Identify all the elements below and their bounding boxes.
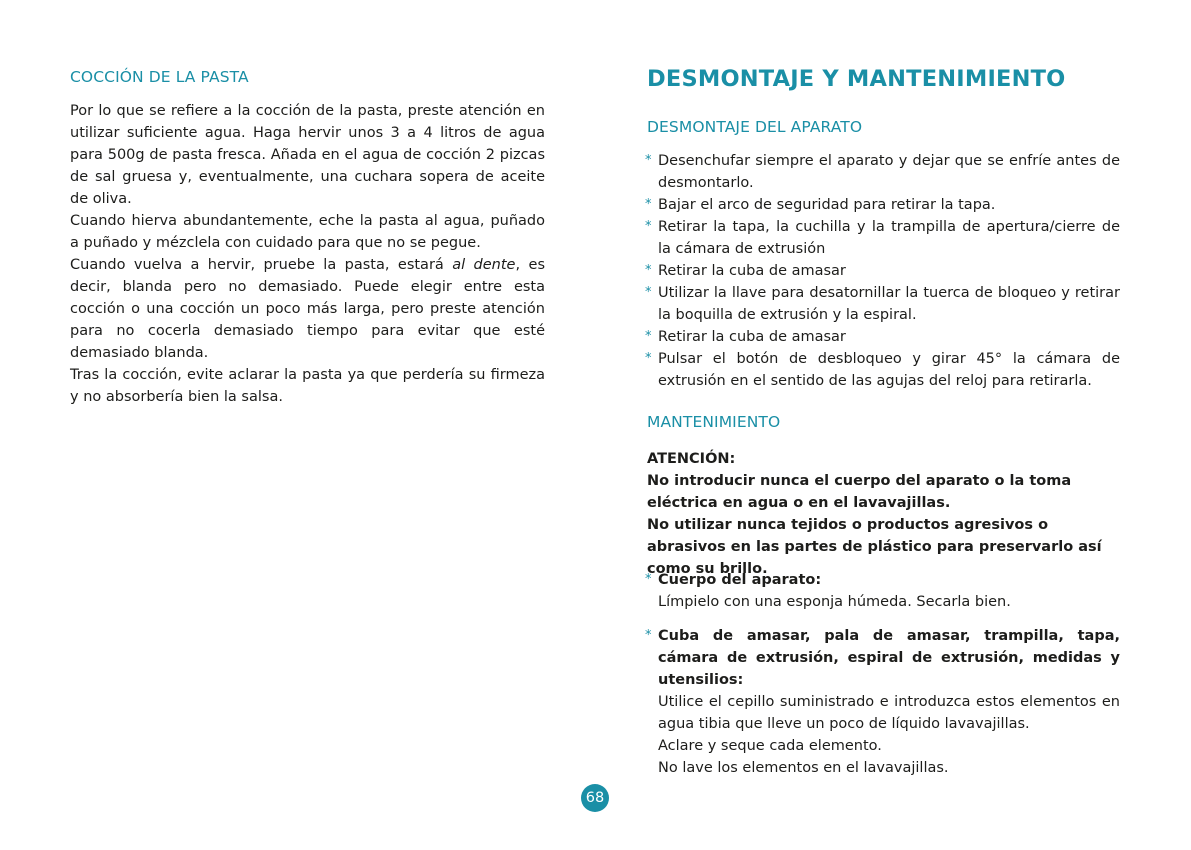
list-item: * Retirar la cuba de amasar <box>647 326 1120 348</box>
item-text: No lave los elementos en el lavavajillas. <box>658 760 949 776</box>
page-title: DESMONTAJE Y MANTENIMIENTO <box>647 66 1066 92</box>
asterisk-icon: * <box>645 153 652 168</box>
disassembly-heading: DESMONTAJE DEL APARATO <box>647 118 863 136</box>
warning-text-1: No introducir nunca el cuerpo del aparato o la toma eléctrica en agua o en el lavavajillas. <box>647 473 1072 511</box>
warning-title: ATENCIÓN: <box>647 451 736 467</box>
cooking-paragraph-2: Cuando hierva abundantemente, eche la pasta al agua, puñado a puñado y mézclela con cuidado para que no se pegue. <box>70 213 545 251</box>
page-number: 68 <box>581 784 609 812</box>
asterisk-icon: * <box>645 219 652 234</box>
item-title: Cuba de amasar, pala de amasar, trampilla, tapa, cámara de extrusión, espiral de extrusión, medidas y utensilios: <box>658 628 1120 688</box>
list-item: * Retirar la tapa, la cuchilla y la trampilla de apertura/cierre de la cámara de extrusión <box>647 216 1120 260</box>
asterisk-icon: * <box>645 351 652 366</box>
asterisk-icon: * <box>645 285 652 300</box>
maintenance-heading: MANTENIMIENTO <box>647 413 781 431</box>
item-text: Límpielo con una esponja húmeda. Secarla bien. <box>658 594 1011 610</box>
disassembly-steps <box>647 150 1120 392</box>
item-title: Cuerpo del aparato: <box>658 572 822 588</box>
asterisk-icon: * <box>645 572 652 587</box>
cooking-paragraph-4: Tras la cocción, evite aclarar la pasta ya que perdería su firmeza y no absorbería bien la salsa. <box>70 367 545 405</box>
cooking-heading: COCCIÓN DE LA PASTA <box>70 68 249 86</box>
item-text: Utilice el cepillo suministrado e introduzca estos elementos en agua tibia que lleve un poco de líquido lavavajillas. <box>658 694 1120 732</box>
maintenance-items <box>647 569 1120 791</box>
asterisk-icon: * <box>645 628 652 643</box>
list-item: * Pulsar el botón de desbloqueo y girar 45° la cámara de extrusión en el sentido de las agujas del reloj para retirarla. <box>647 348 1120 392</box>
list-item: * Bajar el arco de seguridad para retirar la tapa. <box>647 194 1120 216</box>
asterisk-icon: * <box>645 329 652 344</box>
warning-text-2: No utilizar nunca tejidos o productos agresivos o abrasivos en las partes de plástico para preservarlo así como su brillo. <box>647 517 1102 577</box>
warning-block <box>647 448 1120 580</box>
asterisk-icon: * <box>645 197 652 212</box>
item-text: Aclare y seque cada elemento. <box>658 738 882 754</box>
list-item: * Desenchufar siempre el aparato y dejar que se enfríe antes de desmontarlo. <box>647 150 1120 194</box>
cooking-paragraph-3: Cuando vuelva a hervir, pruebe la pasta, estará al dente, es decir, blanda pero no demasiado. Puede elegir entre esta cocción o una cocción un poco más larga, pero preste atención para no cocerla demasiado tiempo para evitar que esté demasiado blanda. <box>70 257 545 361</box>
asterisk-icon: * <box>645 263 652 278</box>
list-item <box>647 569 1120 613</box>
list-item <box>647 625 1120 779</box>
cooking-body <box>70 100 545 408</box>
cooking-paragraph-1: Por lo que se refiere a la cocción de la pasta, preste atención en utilizar suficiente agua. Haga hervir unos 3 a 4 litros de agua para 500g de pasta fresca. Añada en el agua de cocción 2 pizcas de sal gruesa y, eventualmente, una cuchara sopera de aceite de oliva. <box>70 103 546 207</box>
list-item: * Retirar la cuba de amasar <box>647 260 1120 282</box>
list-item: * Utilizar la llave para desatornillar la tuerca de bloqueo y retirar la boquilla de extrusión y la espiral. <box>647 282 1120 326</box>
